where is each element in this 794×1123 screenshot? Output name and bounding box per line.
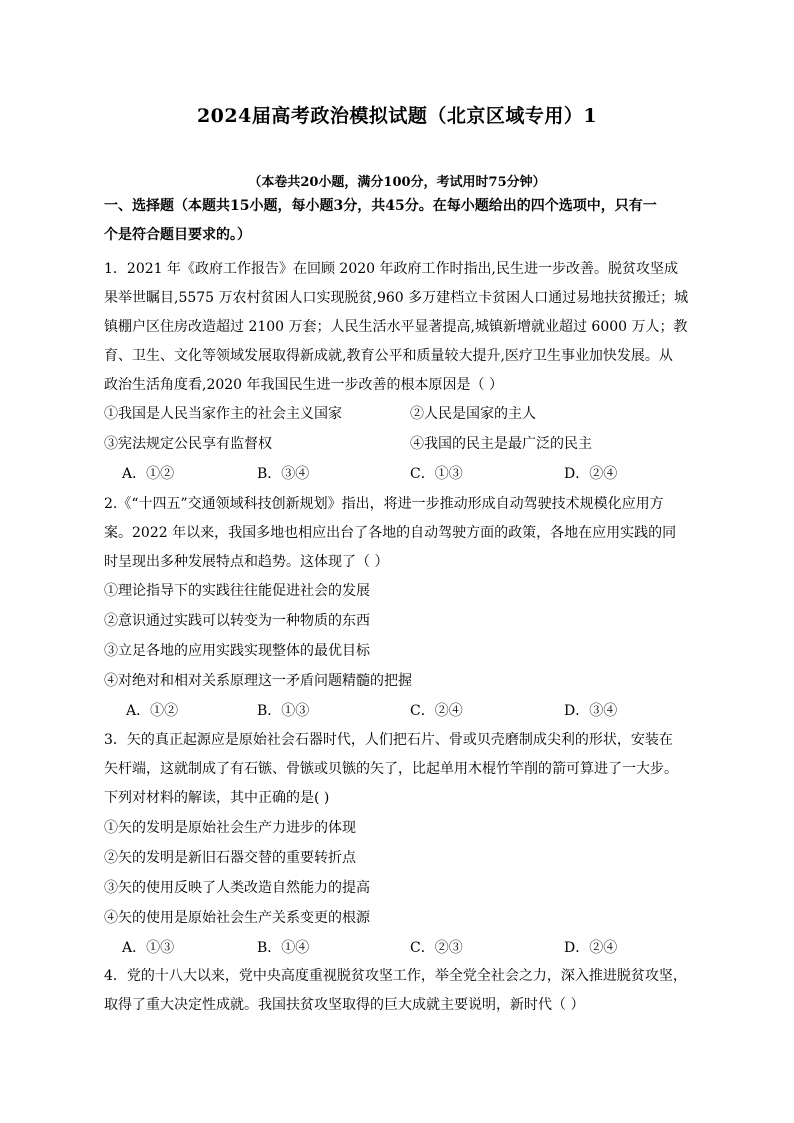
question-stem-line: 取得了重大决定性成就。我国扶贫攻坚取得的巨大成就主要说明，新时代（ ） [104, 997, 585, 1013]
statement: ②人民是国家的主人 [410, 406, 536, 422]
statement: ③矢的使用反映了人类改造自然能力的提高 [104, 880, 370, 896]
statement: ④对绝对和相对关系原理这一矛盾问题精髓的把握 [104, 673, 412, 689]
statement: ①理论指导下的实践往往能促进社会的发展 [104, 583, 370, 599]
question-stem-line: 4．党的十八大以来，党中央高度重视脱贫攻坚工作，举全党全社会之力，深入推进脱贫攻坚， [104, 968, 687, 984]
option-c[interactable]: C．①③ [410, 466, 463, 482]
option-d[interactable]: D．②④ [564, 940, 618, 956]
question-stem-line: 案。2022 年以来，我国多地也相应出台了各地的自动驾驶方面的政策，各地在应用实践的同 [104, 525, 677, 541]
statement: ③宪法规定公民享有监督权 [104, 436, 272, 452]
question-stem-line: 时呈现出多种发展特点和趋势。这体现了（ ） [104, 554, 389, 570]
section-heading [104, 192, 704, 250]
answer-options [104, 937, 704, 959]
question-stem-line: 政治生活角度看,2020 年我国民生进一步改善的根本原因是（ ） [104, 377, 503, 393]
section-heading-line: 个是符合题目要求的。） [104, 227, 251, 243]
option-c[interactable]: C．②④ [410, 703, 463, 719]
section-heading-line: 一、选择题（本题共15小题，每小题3分，共45分。在每小题给出的四个选项中，只有一 [104, 198, 657, 214]
answer-options [104, 700, 704, 722]
option-b[interactable]: B．①④ [257, 940, 310, 956]
question-stem-line: 2.《“十四五”交通领域科技创新规划》指出，将进一步推动形成自动驾驶技术规模化应用方 [104, 496, 664, 512]
question-stem-line: 3．矢的真正起源应是原始社会石器时代，人们把石片、骨或贝壳磨制成尖利的形状，安装在 [104, 732, 673, 748]
option-a[interactable]: A．①② [122, 466, 175, 482]
statement: ③立足各地的应用实践实现整体的最优目标 [104, 643, 370, 659]
statement: ①矢的发明是原始社会生产力进步的体现 [104, 820, 356, 836]
option-d[interactable]: D．③④ [564, 703, 618, 719]
question-stem-line: 镇棚户区住房改造超过 2100 万套；人民生活水平显著提高,城镇新增就业超过 6000 万人；教 [104, 319, 688, 335]
statement: ②矢的发明是新旧石器交替的重要转折点 [104, 850, 356, 866]
statement: ②意识通过实践可以转变为一种物质的东西 [104, 613, 370, 629]
question-stem-line: 1．2021 年《政府工作报告》在回顾 2020 年政府工作时指出,民生进一步改善。脱贫攻坚成 [104, 261, 678, 277]
option-a[interactable]: A．①③ [122, 940, 175, 956]
statement: ④矢的使用是原始社会生产关系变更的根源 [104, 910, 370, 926]
option-c[interactable]: C．②③ [410, 940, 463, 956]
exam-instructions: （本卷共20小题，满分100分，考试用时75分钟） [248, 175, 546, 190]
question-stem-line: 下列对材料的解读，其中正确的是( ) [104, 790, 330, 806]
question-stem-line: 矢杆端，这就制成了有石镞、骨镞或贝镞的矢了，比起单用木棍竹竿削的箭可算进了一大步。 [104, 761, 678, 777]
statement: ④我国的民主是最广泛的民主 [410, 436, 592, 452]
question-stem-line: 果举世瞩目,5575 万农村贫困人口实现脱贫,960 多万建档立卡贫困人口通过易地扶贫搬迁；城 [104, 290, 689, 306]
option-d[interactable]: D．②④ [564, 466, 618, 482]
question-stem-line: 育、卫生、文化等领域发展取得新成就,教育公平和质量较大提升,医疗卫生事业加快发展。从 [104, 348, 673, 364]
page-title: 2024届高考政治模拟试题（北京区域专用）1 [196, 105, 598, 127]
option-b[interactable]: B．③④ [257, 466, 310, 482]
answer-options [104, 463, 704, 485]
option-a[interactable]: A．①② [126, 703, 179, 719]
option-b[interactable]: B．①③ [257, 703, 310, 719]
statement: ①我国是人民当家作主的社会主义国家 [104, 406, 342, 422]
